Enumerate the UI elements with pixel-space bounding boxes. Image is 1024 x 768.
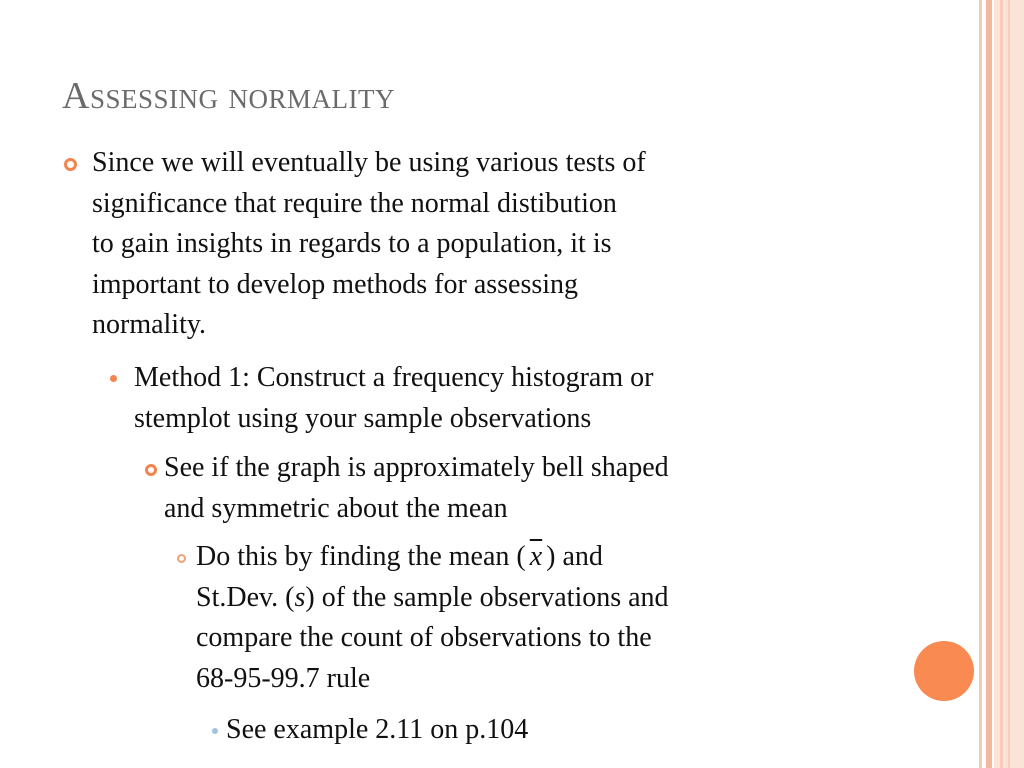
bullet-text-line [196, 578, 669, 619]
decorative-stripe [979, 0, 982, 768]
text-segment: St.Dev. ( [196, 581, 295, 613]
text-segment: ) of the sample observations and [305, 581, 669, 613]
bullet-level5 [226, 710, 528, 751]
bullet-dot-icon [110, 375, 117, 382]
bullet-text-line: 68-95-99.7 rule [196, 662, 371, 694]
bullet-level1 [92, 143, 646, 346]
bullet-text-line: significance that require the normal distibution [92, 187, 617, 219]
bullet-text-line: normality. [92, 309, 207, 340]
bullet-text-line [196, 537, 669, 578]
xbar-symbol: $\overline{x}$ [529, 541, 543, 572]
decorative-circle [914, 641, 974, 701]
bullet-text-line: important to develop methods for assessing [92, 268, 579, 300]
bullet-text-line: compare the count of observations to the [196, 622, 652, 653]
bullet-text-line: See if the graph is approximately bell shaped [164, 452, 669, 483]
bullet-level4 [196, 537, 669, 699]
bullet-text-line: Since we will eventually be using various tests of [92, 147, 646, 178]
slide-title: Assessing normality [62, 75, 395, 117]
text-segment: Do this by finding the mean ( [196, 541, 526, 572]
bullet-ring-icon [177, 554, 186, 563]
bullet-ring-icon [64, 158, 77, 171]
decorative-stripe [1008, 0, 1010, 768]
decorative-stripe [986, 0, 992, 768]
bullet-level2 [134, 358, 653, 439]
bullet-text-line: and symmetric about the mean [164, 492, 508, 524]
s-symbol: s [294, 581, 306, 613]
bullet-text-line: to gain insights in regards to a population, it is [92, 228, 612, 259]
bullet-text-line: See example 2.11 on p.104 [226, 714, 529, 745]
bullet-text-line: stemplot using your sample observations [134, 402, 592, 434]
text-segment: ) and [546, 541, 603, 572]
decorative-stripe [1000, 0, 1003, 768]
bullet-level3 [164, 448, 669, 529]
bullet-ring-icon [145, 464, 157, 476]
bullet-dot-icon [212, 728, 218, 734]
bullet-text-line: Method 1: Construct a frequency histogram or [134, 362, 654, 393]
